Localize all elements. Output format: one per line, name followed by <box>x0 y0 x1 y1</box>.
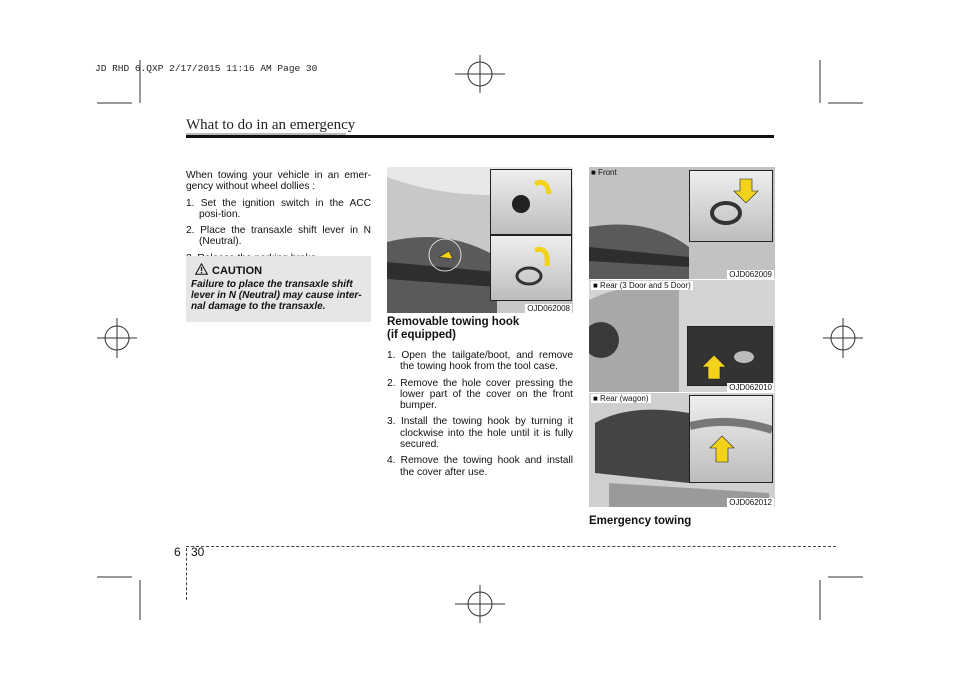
left-column <box>186 170 371 269</box>
title-rule <box>186 135 774 138</box>
figure-rear-3-5-door <box>589 280 775 392</box>
step-item: 1. Set the ignition switch in the ACC posi-tion. <box>186 197 371 220</box>
section-title: What to do in an emergency <box>186 117 356 133</box>
chapter-number: 6 <box>174 545 181 559</box>
print-info: JD RHD 6.QXP 2/17/2015 11:16 AM Page 30 <box>95 63 318 74</box>
figure-towing-hook <box>387 167 573 313</box>
figure-code: OJD062012 <box>729 498 772 507</box>
step-item: 1. Open the tailgate/boot, and remove the towing hook from the tool case. <box>387 350 573 373</box>
inset-bottom <box>490 235 572 301</box>
removable-hook-heading: Removable towing hook (if equipped) <box>387 316 520 341</box>
inset-front-hook <box>689 170 773 242</box>
figure-label: ■ Rear (3 Door and 5 Door) <box>593 281 691 290</box>
figure-label: ■ Rear (wagon) <box>593 394 649 403</box>
caution-title: CAUTION <box>212 265 263 277</box>
figure-code: OJD062008 <box>527 304 570 313</box>
emergency-towing-heading: Emergency towing <box>589 515 692 527</box>
step-item: 2. Place the transaxle shift lever in N (Neutral). <box>186 225 371 248</box>
figure-rear-wagon <box>589 393 775 507</box>
inset-wagon-hook <box>689 395 773 483</box>
page-number: 30 <box>191 545 205 559</box>
figure-front <box>589 167 775 279</box>
warning-triangle-icon <box>195 263 208 275</box>
middle-column <box>387 345 573 483</box>
towing-steps-list <box>186 198 371 264</box>
inset-top <box>490 169 572 235</box>
caution-box <box>186 256 371 322</box>
footer-separator <box>186 548 187 600</box>
step-item: 2. Remove the hole cover pressing the lower part of the cover on the front bumper. <box>387 377 573 412</box>
step-item: 4. Remove the towing hook and install the cover after use. <box>387 455 573 478</box>
figure-code: OJD062010 <box>729 383 772 392</box>
intro-text: When towing your vehicle in an emer-gency without wheel dollies : <box>186 170 371 193</box>
footer-divider <box>186 546 836 547</box>
hook-steps-list <box>387 350 573 478</box>
step-item: 3. Install the towing hook by turning it clockwise into the hole until it is fully secured. <box>387 416 573 451</box>
figure-code: OJD062009 <box>729 270 772 279</box>
caution-text: Failure to place the transaxle shift lever in N (Neutral) may cause inter-nal damage to the transaxle. <box>191 279 362 312</box>
inset-rear-hook <box>687 326 773 386</box>
figure-label: ■ Front <box>591 168 617 177</box>
